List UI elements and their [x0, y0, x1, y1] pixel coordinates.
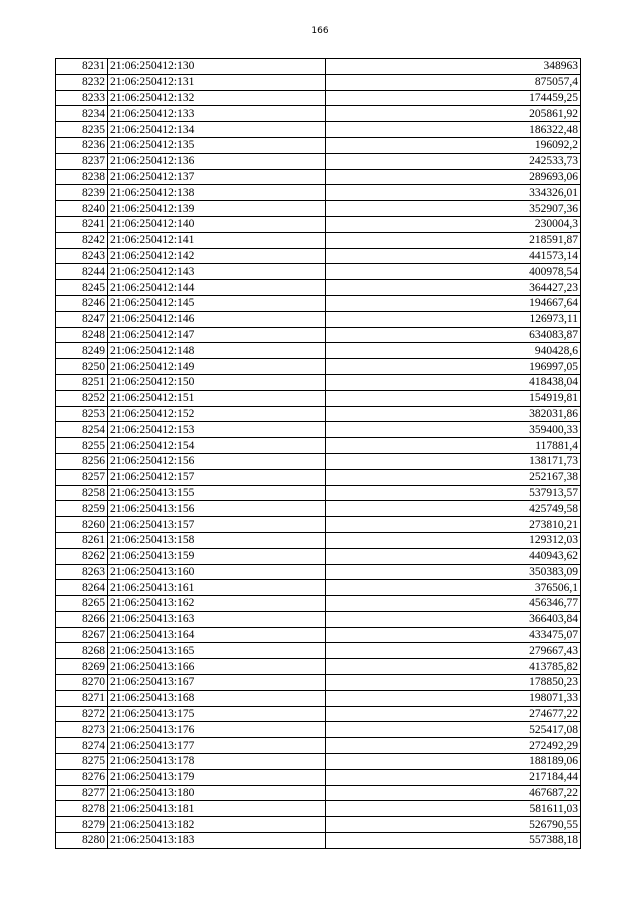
row-number: 8257	[56, 469, 108, 485]
row-number: 8271	[56, 690, 108, 706]
cadastral-number: 21:06:250412:153	[108, 422, 326, 438]
cadastral-number: 21:06:250412:141	[108, 232, 326, 248]
row-number: 8234	[56, 106, 108, 122]
table-row	[56, 264, 581, 280]
page-number: 166	[311, 26, 329, 36]
table-row	[56, 201, 581, 217]
row-number: 8272	[56, 706, 108, 722]
row-number: 8252	[56, 390, 108, 406]
row-number: 8269	[56, 659, 108, 675]
table-row	[56, 596, 581, 612]
cadastral-value: 252167,38	[326, 469, 581, 485]
cadastral-value: 634083,87	[326, 327, 581, 343]
table-row	[56, 422, 581, 438]
cadastral-value: 138171,73	[326, 453, 581, 469]
cadastral-number: 21:06:250413:157	[108, 517, 326, 533]
cadastral-number: 21:06:250412:137	[108, 169, 326, 185]
table-row	[56, 564, 581, 580]
cadastral-value: 273810,21	[326, 517, 581, 533]
cadastral-value: 875057,4	[326, 74, 581, 90]
cadastral-number: 21:06:250412:151	[108, 390, 326, 406]
row-number: 8253	[56, 406, 108, 422]
cadastral-value: 940428,6	[326, 343, 581, 359]
cadastral-value: 218591,87	[326, 232, 581, 248]
cadastral-number: 21:06:250412:132	[108, 90, 326, 106]
row-number: 8256	[56, 453, 108, 469]
cadastral-value: 441573,14	[326, 248, 581, 264]
cadastral-value: 581611,03	[326, 801, 581, 817]
row-number: 8242	[56, 232, 108, 248]
table-row	[56, 627, 581, 643]
cadastral-value: 359400,33	[326, 422, 581, 438]
row-number: 8260	[56, 517, 108, 533]
cadastral-value: 376506,1	[326, 580, 581, 596]
cadastral-value: 217184,44	[326, 769, 581, 785]
cadastral-number: 21:06:250412:145	[108, 295, 326, 311]
cadastral-number: 21:06:250413:167	[108, 675, 326, 691]
table-row	[56, 532, 581, 548]
row-number: 8265	[56, 596, 108, 612]
cadastral-value: 525417,08	[326, 722, 581, 738]
table-row	[56, 359, 581, 375]
row-number: 8235	[56, 122, 108, 138]
cadastral-value: 272492,29	[326, 738, 581, 754]
row-number: 8264	[56, 580, 108, 596]
cadastral-value: 425749,58	[326, 501, 581, 517]
cadastral-number: 21:06:250413:159	[108, 548, 326, 564]
cadastral-value: 350383,09	[326, 564, 581, 580]
table-row	[56, 374, 581, 390]
table-row	[56, 185, 581, 201]
cadastral-number: 21:06:250413:181	[108, 801, 326, 817]
cadastral-number: 21:06:250412:143	[108, 264, 326, 280]
cadastral-number: 21:06:250413:160	[108, 564, 326, 580]
cadastral-number: 21:06:250413:156	[108, 501, 326, 517]
row-number: 8280	[56, 833, 108, 849]
table-row	[56, 548, 581, 564]
table-row	[56, 706, 581, 722]
table-row	[56, 580, 581, 596]
cadastral-value: 242533,73	[326, 153, 581, 169]
cadastral-value: 418438,04	[326, 374, 581, 390]
table-row	[56, 390, 581, 406]
cadastral-value: 440943,62	[326, 548, 581, 564]
cadastral-number: 21:06:250413:168	[108, 690, 326, 706]
cadastral-number: 21:06:250413:183	[108, 833, 326, 849]
row-number: 8273	[56, 722, 108, 738]
table-row	[56, 90, 581, 106]
row-number: 8277	[56, 785, 108, 801]
row-number: 8244	[56, 264, 108, 280]
cadastral-number: 21:06:250413:166	[108, 659, 326, 675]
cadastral-value: 348963	[326, 59, 581, 75]
table-row	[56, 216, 581, 232]
row-number: 8270	[56, 675, 108, 691]
cadastral-value: 196997,05	[326, 359, 581, 375]
cadastral-value: 456346,77	[326, 596, 581, 612]
cadastral-number: 21:06:250412:157	[108, 469, 326, 485]
cadastral-value: 129312,03	[326, 532, 581, 548]
cadastral-number: 21:06:250413:158	[108, 532, 326, 548]
cadastral-value: 467687,22	[326, 785, 581, 801]
cadastral-number: 21:06:250412:133	[108, 106, 326, 122]
cadastral-value: 400978,54	[326, 264, 581, 280]
cadastral-number: 21:06:250413:176	[108, 722, 326, 738]
cadastral-value: 126973,11	[326, 311, 581, 327]
cadastral-number: 21:06:250413:155	[108, 485, 326, 501]
table-row	[56, 280, 581, 296]
cadastral-number: 21:06:250412:148	[108, 343, 326, 359]
cadastral-number: 21:06:250413:165	[108, 643, 326, 659]
row-number: 8233	[56, 90, 108, 106]
row-number: 8238	[56, 169, 108, 185]
row-number: 8268	[56, 643, 108, 659]
row-number: 8249	[56, 343, 108, 359]
table-row	[56, 769, 581, 785]
cadastral-value: 433475,07	[326, 627, 581, 643]
cadastral-number: 21:06:250412:147	[108, 327, 326, 343]
row-number: 8258	[56, 485, 108, 501]
row-number: 8241	[56, 216, 108, 232]
cadastral-number: 21:06:250412:152	[108, 406, 326, 422]
row-number: 8236	[56, 137, 108, 153]
table-row	[56, 137, 581, 153]
row-number: 8261	[56, 532, 108, 548]
row-number: 8275	[56, 754, 108, 770]
cadastral-value: 154919,81	[326, 390, 581, 406]
cadastral-number: 21:06:250412:135	[108, 137, 326, 153]
table-row	[56, 169, 581, 185]
table-row	[56, 453, 581, 469]
row-number: 8254	[56, 422, 108, 438]
cadastral-value: 194667,64	[326, 295, 581, 311]
table-body	[56, 59, 581, 849]
table-row	[56, 485, 581, 501]
cadastral-number: 21:06:250412:150	[108, 374, 326, 390]
row-number: 8246	[56, 295, 108, 311]
row-number: 8240	[56, 201, 108, 217]
cadastral-value-table	[55, 58, 581, 849]
table-row	[56, 517, 581, 533]
row-number: 8248	[56, 327, 108, 343]
table-row	[56, 248, 581, 264]
row-number: 8279	[56, 817, 108, 833]
cadastral-number: 21:06:250413:164	[108, 627, 326, 643]
table-row	[56, 59, 581, 75]
row-number: 8232	[56, 74, 108, 90]
row-number: 8262	[56, 548, 108, 564]
cadastral-value: 196092,2	[326, 137, 581, 153]
row-number: 8259	[56, 501, 108, 517]
row-number: 8251	[56, 374, 108, 390]
cadastral-number: 21:06:250412:134	[108, 122, 326, 138]
table-row	[56, 501, 581, 517]
cadastral-value: 174459,25	[326, 90, 581, 106]
table-row	[56, 817, 581, 833]
cadastral-number: 21:06:250412:154	[108, 438, 326, 454]
cadastral-value: 117881,4	[326, 438, 581, 454]
table-row	[56, 611, 581, 627]
cadastral-value: 205861,92	[326, 106, 581, 122]
cadastral-number: 21:06:250413:182	[108, 817, 326, 833]
cadastral-value: 274677,22	[326, 706, 581, 722]
cadastral-value: 366403,84	[326, 611, 581, 627]
row-number: 8247	[56, 311, 108, 327]
table-row	[56, 833, 581, 849]
row-number: 8250	[56, 359, 108, 375]
cadastral-value: 537913,57	[326, 485, 581, 501]
table-row	[56, 327, 581, 343]
cadastral-number: 21:06:250413:178	[108, 754, 326, 770]
cadastral-value: 413785,82	[326, 659, 581, 675]
table-row	[56, 754, 581, 770]
row-number: 8276	[56, 769, 108, 785]
cadastral-value: 382031,86	[326, 406, 581, 422]
row-number: 8278	[56, 801, 108, 817]
row-number: 8263	[56, 564, 108, 580]
table-row	[56, 785, 581, 801]
table-row	[56, 469, 581, 485]
table-row	[56, 122, 581, 138]
table-row	[56, 438, 581, 454]
cadastral-value: 178850,23	[326, 675, 581, 691]
row-number: 8231	[56, 59, 108, 75]
cadastral-number: 21:06:250412:156	[108, 453, 326, 469]
cadastral-number: 21:06:250412:139	[108, 201, 326, 217]
cadastral-number: 21:06:250412:138	[108, 185, 326, 201]
cadastral-value: 352907,36	[326, 201, 581, 217]
cadastral-number: 21:06:250412:144	[108, 280, 326, 296]
cadastral-number: 21:06:250412:146	[108, 311, 326, 327]
table-row	[56, 311, 581, 327]
cadastral-value: 364427,23	[326, 280, 581, 296]
row-number: 8266	[56, 611, 108, 627]
cadastral-number: 21:06:250413:179	[108, 769, 326, 785]
cadastral-value: 526790,55	[326, 817, 581, 833]
cadastral-number: 21:06:250412:142	[108, 248, 326, 264]
cadastral-number: 21:06:250412:130	[108, 59, 326, 75]
cadastral-number: 21:06:250413:161	[108, 580, 326, 596]
cadastral-number: 21:06:250412:136	[108, 153, 326, 169]
row-number: 8239	[56, 185, 108, 201]
table-row	[56, 675, 581, 691]
cadastral-number: 21:06:250413:175	[108, 706, 326, 722]
table-row	[56, 106, 581, 122]
cadastral-number: 21:06:250413:163	[108, 611, 326, 627]
table-row	[56, 738, 581, 754]
table-row	[56, 643, 581, 659]
cadastral-value: 198071,33	[326, 690, 581, 706]
cadastral-value: 557388,18	[326, 833, 581, 849]
table-row	[56, 343, 581, 359]
cadastral-value: 230004,3	[326, 216, 581, 232]
table-row	[56, 295, 581, 311]
cadastral-number: 21:06:250412:131	[108, 74, 326, 90]
table-row	[56, 659, 581, 675]
table-row	[56, 232, 581, 248]
table-row	[56, 406, 581, 422]
cadastral-number: 21:06:250413:177	[108, 738, 326, 754]
row-number: 8274	[56, 738, 108, 754]
cadastral-value: 188189,06	[326, 754, 581, 770]
cadastral-value: 289693,06	[326, 169, 581, 185]
table-row	[56, 74, 581, 90]
cadastral-number: 21:06:250412:140	[108, 216, 326, 232]
table-row	[56, 690, 581, 706]
cadastral-number: 21:06:250412:149	[108, 359, 326, 375]
row-number: 8255	[56, 438, 108, 454]
row-number: 8237	[56, 153, 108, 169]
row-number: 8267	[56, 627, 108, 643]
row-number: 8243	[56, 248, 108, 264]
cadastral-number: 21:06:250413:180	[108, 785, 326, 801]
cadastral-value: 186322,48	[326, 122, 581, 138]
row-number: 8245	[56, 280, 108, 296]
table-row	[56, 722, 581, 738]
cadastral-value: 279667,43	[326, 643, 581, 659]
table-row	[56, 801, 581, 817]
cadastral-value: 334326,01	[326, 185, 581, 201]
cadastral-number: 21:06:250413:162	[108, 596, 326, 612]
table-row	[56, 153, 581, 169]
